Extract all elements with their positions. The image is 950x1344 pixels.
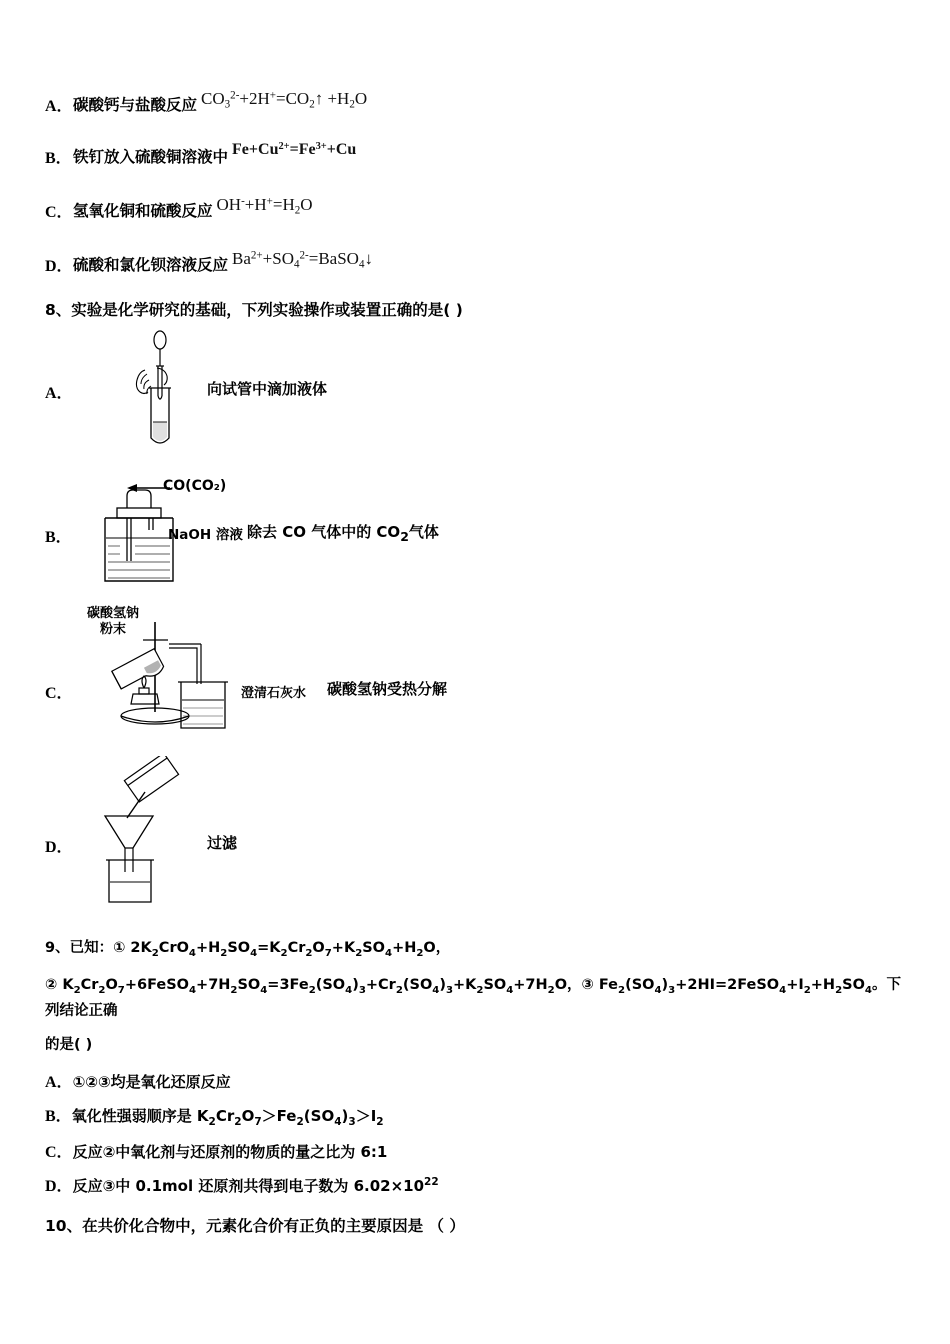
question-9-line3: 的是( ) [45,1036,93,1053]
question-9-line1: 9、已知：① $2K_2CrO_4+H_2SO_4=K_2Cr_2O_7+K_2SO_4+H_2O$， [45,940,451,959]
option-row-d7 [45,250,905,276]
option-equation-c7: $OH^-+H^+=H_2O$ [216,195,313,217]
q9-option-a: A．①②③均是氧化还原反应 [45,1073,231,1092]
q8-option-a-block [45,326,905,456]
option-text-b7: 铁钉放入硫酸铜溶液中 [73,148,229,166]
question-10-stem: 10、在共价化合物中，元素化合价有正负的主要原因是 （ ） [45,1217,465,1236]
q8-option-c-solid-label: 碳酸氢钠 粉末 [87,606,140,638]
q8-option-d-label: D． [45,839,73,856]
q8-option-c-block [45,604,905,744]
option-label-c7: C． [45,204,73,221]
q9-option-b: B．氧化性强弱顺序是 $K_2Cr_2O_7>Fe_2(SO_4)_3>I_2$ [45,1107,384,1129]
q9-option-c: C．反应②中氧化剂与还原剂的物质的量之比为 6:1 [45,1143,388,1162]
option-equation-b7: $Fe+Cu^{2+}=Fe^{3+}+Cu$ [232,141,357,159]
q8-option-d-caption: 过滤 [207,834,238,852]
option-label-a7: A． [45,98,73,115]
option-row-c7 [45,196,905,222]
option-row-a7 [45,90,905,116]
filtration-icon [75,756,238,906]
q8-option-a-caption: 向试管中滴加液体 [207,380,328,398]
q8-option-b-reagent-label: NaOH 溶液 [168,527,243,543]
q8-option-b-caption: 除去 CO 气体中的 $CO_2$气体 [247,523,439,544]
page-content [45,90,905,1242]
question-9-line2: ② $K_2Cr_2O_7+6FeSO_4+7H_2SO_4=3Fe_2(SO_4)_3+Cr_2(SO_4)_3+K_2SO_4+7H_2O$，③ $Fe_2(SO_4)_3+2HI=2FeSO_4+I_2+H_2SO_4$。下列结论正确 [45,976,901,1020]
option-text-c7: 氢氧化铜和硫酸反应 [73,202,213,220]
option-text-a7: 碳酸钙与盐酸反应 [73,96,198,114]
option-label-d7: D． [45,258,73,275]
q8-option-b-label: B． [45,529,72,546]
option-equation-d7: $Ba^{2+}+SO_4^{2-}=BaSO_4↓$ [232,249,373,271]
option-label-b7: B． [45,150,72,167]
option-text-d7: 硫酸和氯化钡溶液反应 [73,256,229,274]
q8-option-b-block [45,466,905,596]
q8-option-c-beaker-label: 澄清石灰水 [241,686,307,701]
q8-option-c-label: C． [45,685,73,702]
q8-option-b-gas-label: CO(CO₂) [163,478,227,494]
option-equation-a7: $CO_3^{2-}+2H^+=CO_2↑ +H_2O$ [201,89,368,111]
option-row-b7 [45,142,905,168]
question-8-stem: 8、实验是化学研究的基础，下列实验操作或装置正确的是( ) [45,301,463,319]
q8-option-d-block [45,756,905,906]
q9-option-d: D．反应③中 0.1mol 还原剂共得到电子数为 $6.02\times 10^{22}$ [45,1176,439,1196]
q8-option-a-label: A． [45,385,73,402]
q8-option-c-caption: 碳酸氢钠受热分解 [327,680,448,698]
